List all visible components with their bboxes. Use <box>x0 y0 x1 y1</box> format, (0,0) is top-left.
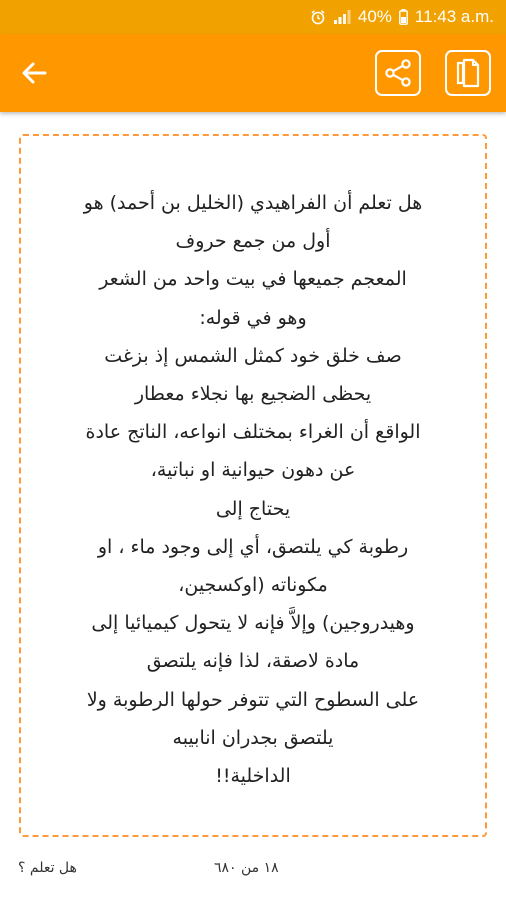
status-bar <box>0 0 506 34</box>
copy-button[interactable] <box>445 50 491 96</box>
arrow-left-icon <box>21 60 47 86</box>
battery-icon <box>399 9 408 25</box>
category-label: هل تعلم ؟ <box>18 860 77 876</box>
back-button[interactable] <box>14 53 54 93</box>
fact-card <box>19 134 487 837</box>
page-counter: ١٨ من ٦٨٠ <box>214 860 279 876</box>
signal-icon <box>333 9 351 25</box>
footer-bar <box>0 848 506 892</box>
fact-text: هل تعلم أن الفراهيدي (الخليل بن أحمد) هو أول من جمع حروف المعجم جميعها في بيت واحد من الشعر وهو في قوله: صف خلق خود كمثل الشمس إذ بزغت يحظى الضجيع بها نجلاء معطار الواقع أن الغراء بمختلف انواعه، الناتج عادة عن دهون حيوانية او نباتية، يحتاج إلى رطوبة كي يلتصق، أي إلى وجود ماء ، او مكوناته (اوكسجين، وهيدروجين) وإلاَّ فإنه لا يتحول كيميائيا إلى مادة لاصقة، لذا فإنه يلتصق على السطوح التي تتوفر حولها الرطوبة ولا يلتصق بجدران انابيبه الداخلية!! <box>83 192 423 788</box>
clock-time: 11:43 a.m. <box>414 7 494 26</box>
copy-icon <box>454 58 482 88</box>
app-bar <box>0 34 506 112</box>
alarm-icon <box>310 9 326 25</box>
battery-percent: 40% <box>357 7 392 26</box>
share-icon <box>383 58 413 88</box>
share-button[interactable] <box>375 50 421 96</box>
